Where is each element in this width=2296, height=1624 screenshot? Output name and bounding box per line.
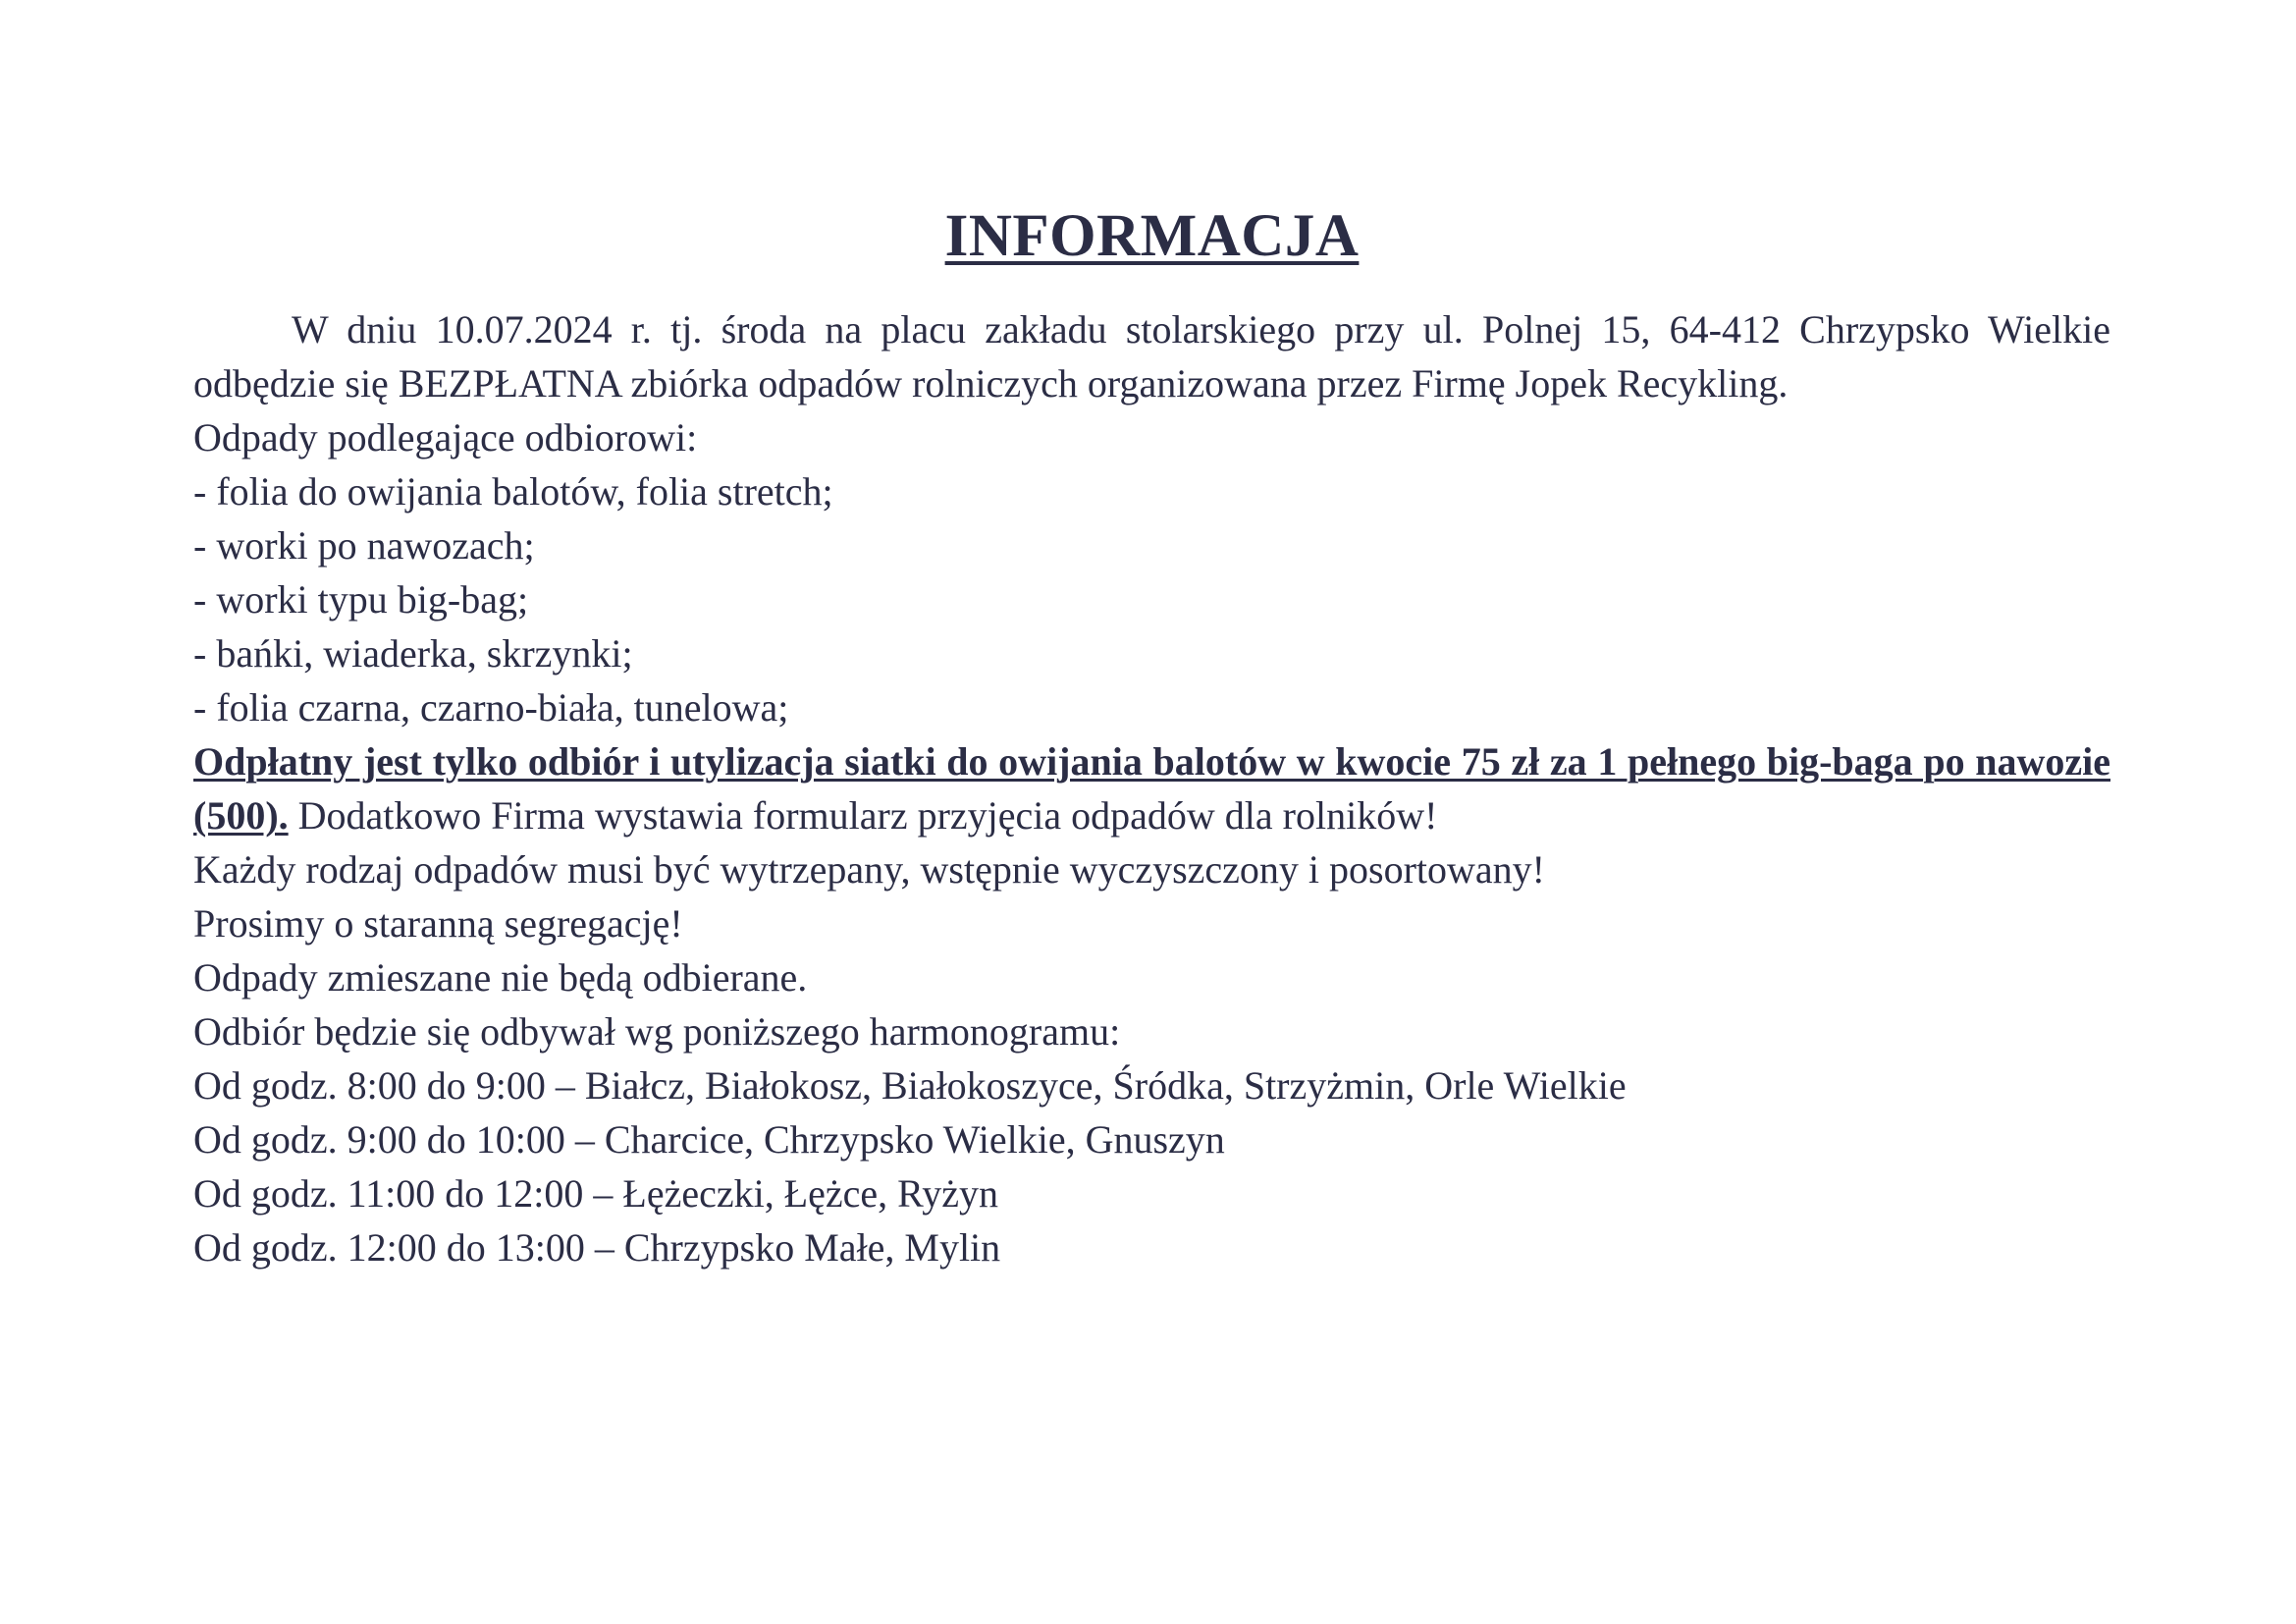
waste-list-item: - worki po nawozach; — [193, 523, 535, 568]
schedule-row: Od godz. 8:00 do 9:00 – Białcz, Białokosz, Białokoszyce, Śródka, Strzyżmin, Orle Wielkie — [193, 1063, 1627, 1108]
schedule-row: Od godz. 9:00 do 10:00 – Charcice, Chrzypsko Wielkie, Gnuszyn — [193, 1117, 1225, 1162]
waste-list-item: - worki typu big-bag; — [193, 577, 529, 622]
schedule-row: Od godz. 12:00 do 13:00 – Chrzypsko Małe, Mylin — [193, 1225, 1001, 1270]
form-notice: Dodatkowo Firma wystawia formularz przyjęcia odpadów dla rolników! — [288, 793, 1438, 838]
waste-list-item: - folia czarna, czarno-biała, tunelowa; — [193, 685, 789, 730]
waste-list-item: - bańki, wiaderka, skrzynki; — [193, 631, 633, 676]
paid-notice: Odpłatny jest tylko odbiór i utylizacja siatki do owijania balotów w kwocie 75 zł za 1 pełnego big-baga po nawozie (500). — [193, 739, 2110, 838]
note-line: Każdy rodzaj odpadów musi być wytrzepany, wstępnie wyczyszczony i posortowany! — [193, 847, 1545, 892]
note-line: Prosimy o staranną segregację! — [193, 901, 683, 946]
schedule-row: Od godz. 11:00 do 12:00 – Łężeczki, Łężce, Ryżyn — [193, 1171, 998, 1216]
document-page — [193, 192, 2110, 1274]
paid-notice-paragraph — [193, 734, 2110, 842]
intro-paragraph: W dniu 10.07.2024 r. tj. środa na placu zakładu stolarskiego przy ul. Polnej 15, 64-412 Chrzypsko Wielkie odbędzie się BEZPŁATNA zbiórka odpadów rolniczych organizowana przez Firmę Jopek Recykling. — [193, 307, 2110, 406]
document-body — [193, 302, 2110, 1274]
waste-list-item: - folia do owijania balotów, folia stretch; — [193, 469, 833, 514]
schedule-header: Odbiór będzie się odbywał wg poniższego harmonogramu: — [193, 1009, 1121, 1054]
page-title: INFORMACJA — [944, 203, 1360, 269]
waste-list-header: Odpady podlegające odbiorowi: — [193, 415, 698, 460]
note-line: Odpady zmieszane nie będą odbierane. — [193, 955, 808, 1000]
